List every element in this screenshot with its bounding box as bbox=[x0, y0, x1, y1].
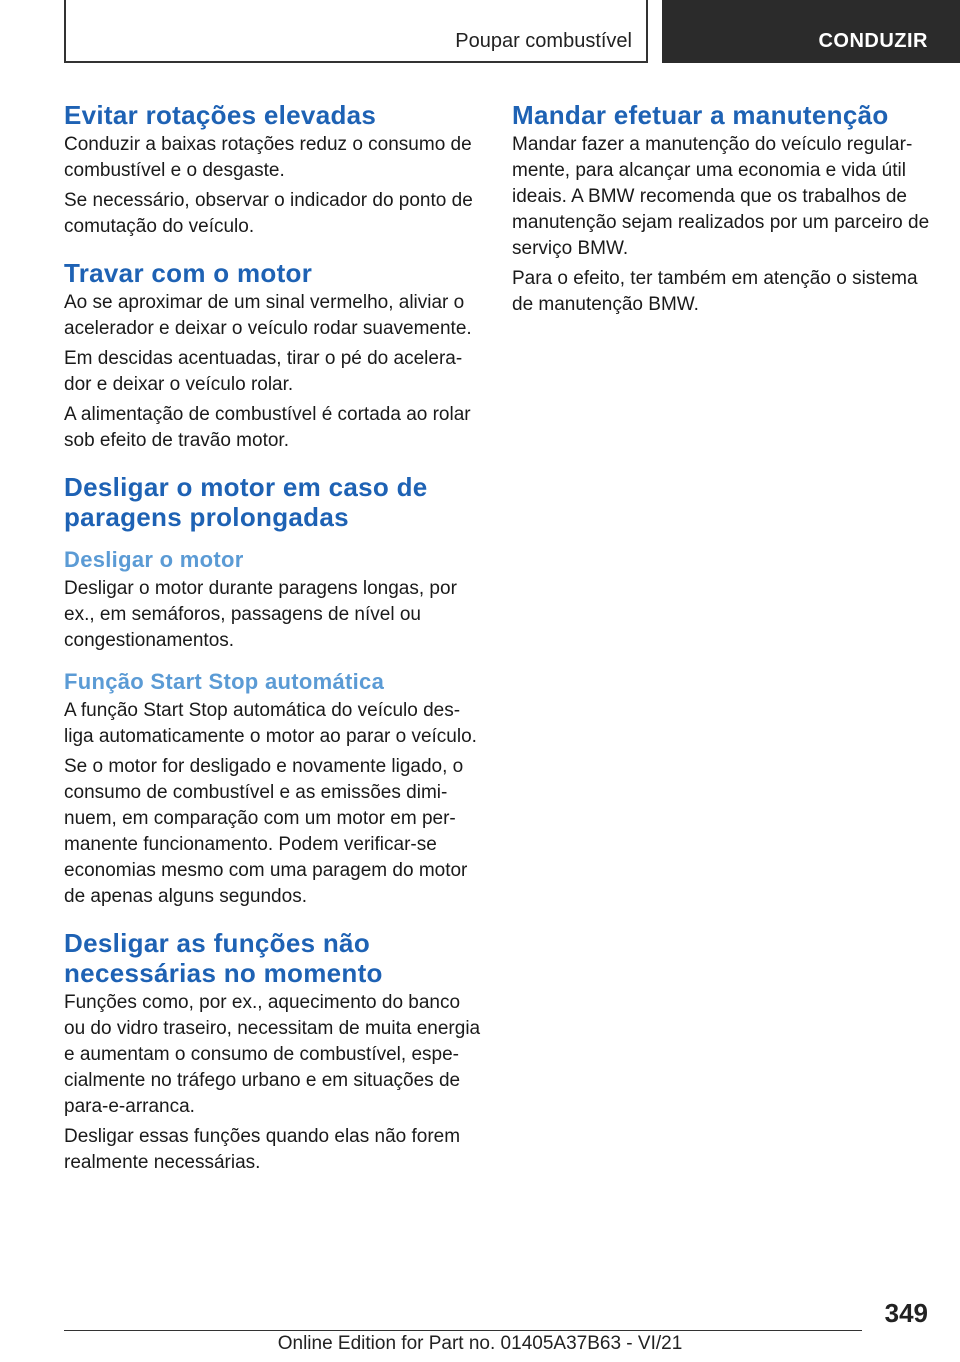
page-number: 349 bbox=[884, 1298, 928, 1328]
header-section-title: Poupar combustível bbox=[455, 30, 632, 52]
paragraph: Desligar essas funções quando elas não forem realmente necessárias. bbox=[64, 1126, 461, 1173]
header-chapter-title: CONDUZIR bbox=[818, 30, 928, 52]
footer-divider bbox=[64, 1330, 862, 1331]
left-column bbox=[64, 100, 482, 1176]
header-section-tab bbox=[64, 0, 648, 63]
paragraph: Se o motor for desligado e novamente ligado, o consumo de combustível e as emissões dimi-nuem, em comparação com um motor em per-manente funcionamento. Podem verificar-se economias mesmo com uma paragem do motor de apenas alguns segundos. bbox=[64, 756, 468, 907]
paragraph: A alimentação de combustível é cortada ao rolar sob efeito de travão motor. bbox=[64, 404, 471, 451]
section-heading: Travar com o motor bbox=[64, 258, 313, 288]
header-chapter-tab bbox=[662, 0, 960, 63]
section-engine-braking bbox=[64, 258, 482, 454]
section-heading: Evitar rotações elevadas bbox=[64, 100, 377, 130]
paragraph: Mandar fazer a manutenção do veículo regular-mente, para alcançar uma economia e vida útil ideais. A BMW recomenda que os trabalhos de manutenção sejam realizados por um parceiro de serviço BMW. bbox=[512, 134, 930, 259]
right-column bbox=[512, 100, 932, 318]
paragraph: Ao se aproximar de um sinal vermelho, aliviar o acelerador e deixar o veículo rodar suavemente. bbox=[64, 292, 472, 339]
paragraph: Para o efeito, ter também em atenção o sistema de manutenção BMW. bbox=[512, 268, 918, 315]
paragraph: Em descidas acentuadas, tirar o pé do acelera-dor e deixar o veículo rolar. bbox=[64, 348, 463, 395]
section-maintenance bbox=[512, 100, 932, 318]
paragraph: Funções como, por ex., aquecimento do banco ou do vidro traseiro, necessitam de muita energia e aumentam o consumo de combustível, espe-cialmente no tráfego urbano e em situações de para-e-arranca. bbox=[64, 992, 481, 1117]
edition-footer: Online Edition for Part no. 01405A37B63 - VI/21 bbox=[277, 1333, 683, 1354]
section-heading: Desligar o motor em caso de paragens prolongadas bbox=[64, 472, 428, 532]
subsection-heading: Desligar o motor bbox=[64, 547, 244, 572]
section-engine-off-long-stops bbox=[64, 472, 482, 910]
paragraph: Conduzir a baixas rotações reduz o consumo de combustível e o desgaste. bbox=[64, 134, 472, 181]
paragraph: A função Start Stop automática do veículo des-liga automaticamente o motor ao parar o veículo. bbox=[64, 700, 477, 747]
section-disable-functions bbox=[64, 928, 482, 1176]
section-avoid-high-rpm bbox=[64, 100, 482, 240]
paragraph: Se necessário, observar o indicador do ponto de comutação do veículo. bbox=[64, 190, 473, 237]
section-heading: Desligar as funções não necessárias no momento bbox=[64, 928, 383, 988]
subsection-heading: Função Start Stop automática bbox=[64, 669, 385, 694]
paragraph: Desligar o motor durante paragens longas, por ex., em semáforos, passagens de nível ou congestionamentos. bbox=[64, 578, 457, 651]
section-heading: Mandar efetuar a manutenção bbox=[512, 100, 889, 130]
